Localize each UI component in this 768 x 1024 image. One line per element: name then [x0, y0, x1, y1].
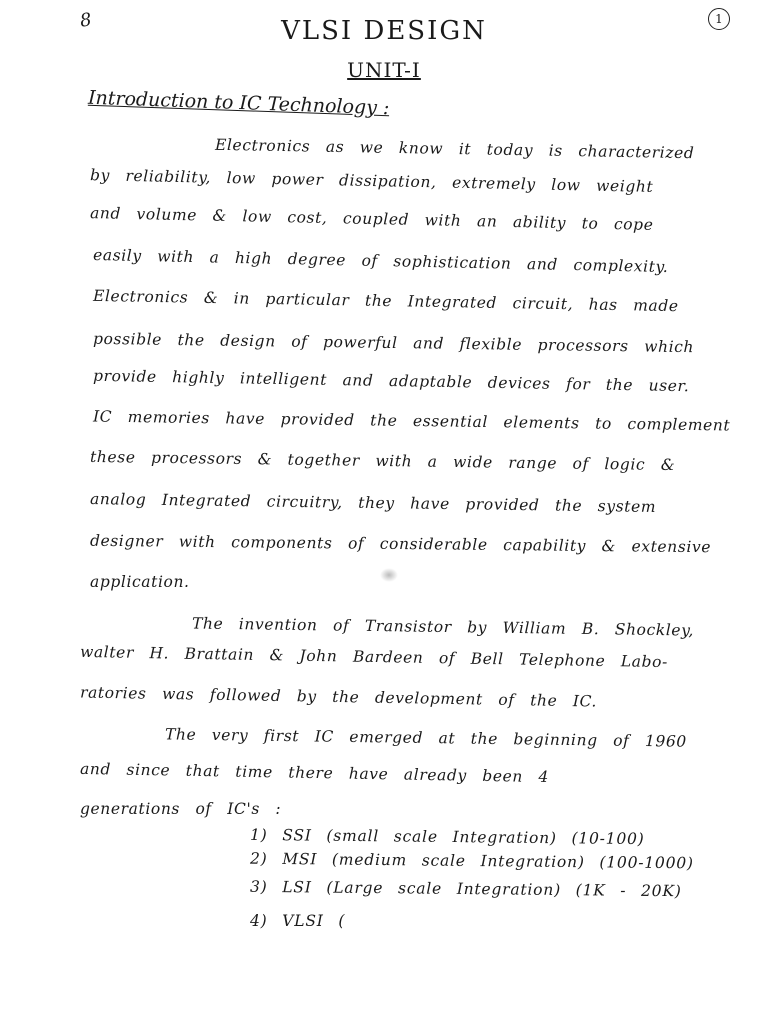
text-line: The invention of Transistor by William B. Shockley,: [191, 614, 695, 640]
page-number: 1: [708, 8, 730, 30]
smudge-mark: [380, 568, 398, 582]
text-line: easily with a high degree of sophistication and complexity.: [92, 245, 669, 277]
text-line: these processors & together with a wide range of logic &: [89, 447, 676, 475]
page-title: VLSI DESIGN: [281, 16, 487, 46]
list-item: 4) VLSI (: [250, 912, 346, 930]
text-line: and since that time there have already been 4: [79, 759, 550, 787]
text-line: The very first IC emerged at the beginning of 1960: [164, 725, 687, 751]
text-line: possible the design of powerful and flexible processors which: [92, 329, 695, 357]
list-item: 3) LSI (Large scale Integration) (1K - 20K): [249, 877, 682, 901]
text-line: ratories was followed by the development of the IC.: [79, 683, 598, 711]
text-line: analog Integrated circuitry, they have provided the system: [89, 490, 657, 516]
list-item: 1) SSI (small scale Integration) (10-100): [249, 825, 645, 849]
text-line: by reliability, low power dissipation, extremely low weight: [89, 166, 654, 196]
unit-heading: UNIT-I: [347, 58, 421, 82]
text-line: generations of IC's :: [80, 800, 282, 818]
section-heading: Introduction to IC Technology :: [87, 86, 390, 120]
corner-mark: 8: [78, 9, 93, 32]
text-line: provide highly intelligent and adaptable devices for the user.: [92, 366, 690, 396]
text-line: IC memories have provided the essential elements to complement: [92, 407, 731, 435]
text-line: Electronics as we know it today is characterized: [214, 135, 695, 163]
text-line: application.: [90, 573, 190, 591]
text-line: walter H. Brattain & John Bardeen of Bell Telephone Labo-: [79, 642, 669, 672]
list-item: 2) MSI (medium scale Integration) (100-1000): [249, 849, 694, 873]
text-line: designer with components of considerable capability & extensive: [89, 531, 712, 557]
text-line: and volume & low cost, coupled with an ability to cope: [89, 204, 654, 234]
text-line: Electronics & in particular the Integrated circuit, has made: [92, 286, 679, 316]
